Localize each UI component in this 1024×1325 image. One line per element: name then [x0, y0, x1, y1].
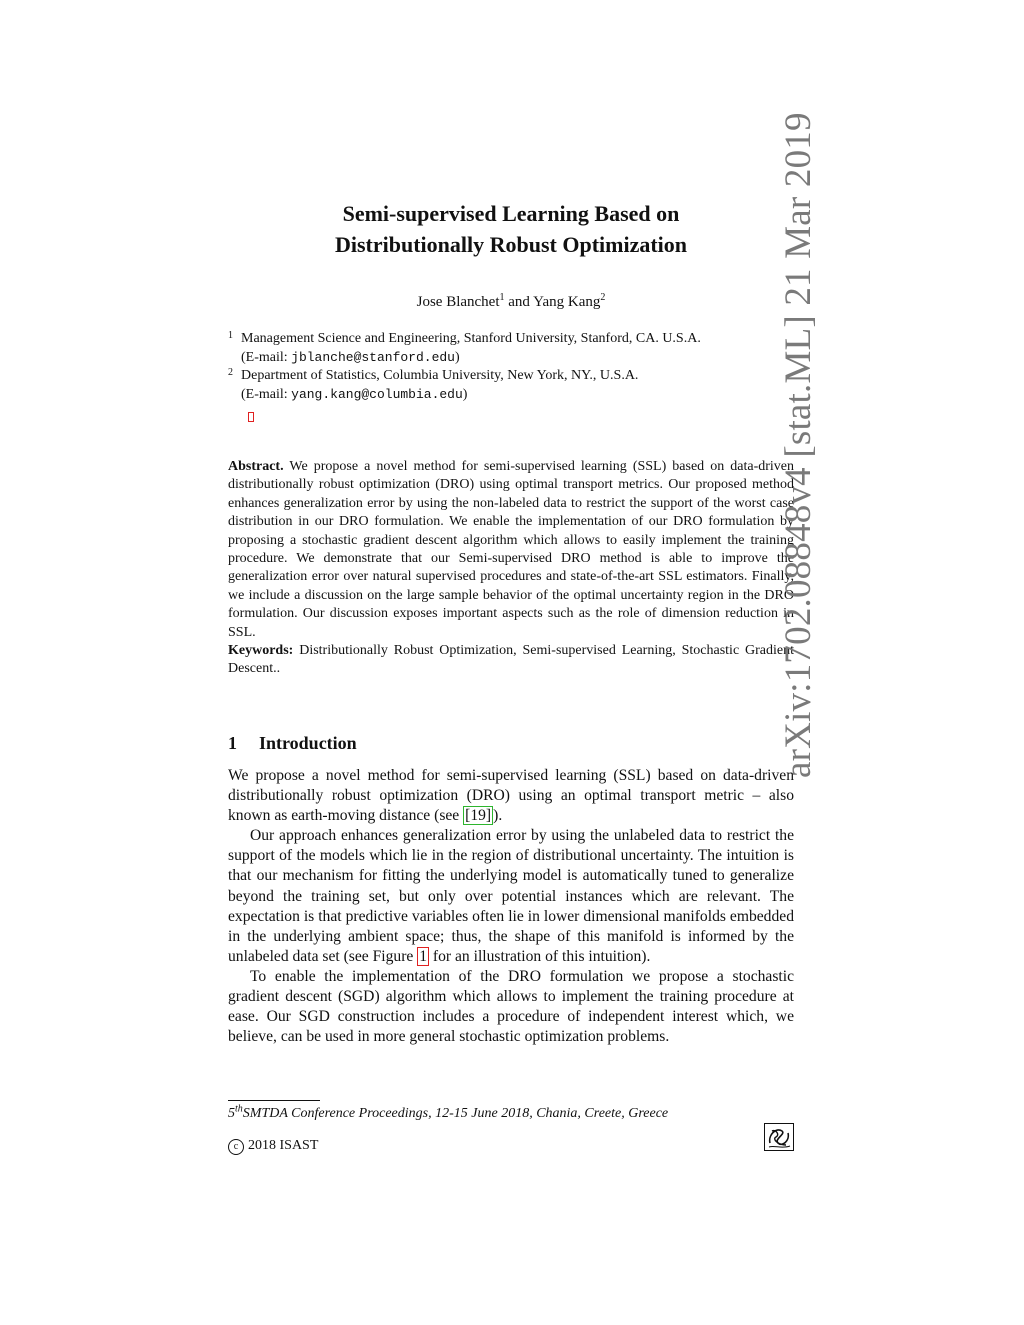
- affiliation-email-line: [241, 386, 794, 405]
- section-heading: [228, 733, 357, 754]
- paragraph-text: We propose a novel method for semi-supervised learning (SSL) based on data-driven distributionally robust optimization (DRO) using an optimal transport metric – also known as earth-moving distance (see: [228, 767, 794, 825]
- footnote-number: 5: [228, 1106, 235, 1121]
- author-affil-marker: 1: [499, 292, 505, 303]
- affiliation-text: Management Science and Engineering, Stanford University, Stanford, CA. U.S.A.: [241, 331, 701, 346]
- affiliation-1: [228, 330, 794, 367]
- author-affil-marker: 2: [600, 292, 606, 303]
- email-suffix: ): [462, 386, 468, 402]
- link-annotation-box[interactable]: [248, 412, 254, 422]
- paragraph: [228, 766, 794, 826]
- figure-reference-link[interactable]: 1: [419, 947, 428, 965]
- email-address[interactable]: yang.kang@columbia.edu: [291, 386, 463, 402]
- abstract: [228, 458, 794, 679]
- footnote-rule: [228, 1100, 320, 1101]
- email-suffix: ): [454, 349, 460, 365]
- affiliations: [228, 330, 794, 404]
- arxiv-stamp: arXiv:1702.08848v4 [stat.ML] 21 Mar 2019: [778, 112, 819, 778]
- abstract-text: We propose a novel method for semi-supervised learning (SSL) based on data-driven distributionally robust optimization (DRO) using optimal transport metrics. Our proposed method enhances generalization error by using the non-labeled data to restrict the support of the worst case distribution in our DRO formulation. We enable the implementation of our DRO formulation by proposing a stochastic gradient descent algorithm which allows to easily implement the training procedure. We demonstrate that our Semi-supervised DRO method is able to improve the generalization error over natural supervised procedures and state-of-the-art SSL estimators. Finally, we include a discussion on the large sample behavior of the optimal uncertainty region in the DRO formulation. Our discussion exposes important aspects such as the role of dimension reduction in SSL.: [228, 459, 795, 640]
- paragraph-text: Our approach enhances generalization error by using the unlabeled data to restrict the support of the models which lie in the region of distributional uncertainty. The intuition is that our mechanism for fitting the underlying model is automatically tuned to generalize beyond the training set, but only over potential instances which are relevant. The expectation is that predictive variables often lie in lower dimensional manifolds embedded in the underlying ambient space; thus, the shape of this manifold is informed by the unlabeled data set (see Figure: [228, 827, 794, 965]
- footnote-text: SMTDA Conference Proceedings, 12-15 June 2018, Chania, Creete, Greece: [242, 1106, 669, 1121]
- paper-title: [228, 198, 794, 260]
- keywords-text: Distributionally Robust Optimization, Semi-supervised Learning, Stochastic Gradient Descent..: [228, 643, 794, 677]
- affiliation-number: 2: [228, 367, 233, 378]
- publisher-logo-icon: [764, 1123, 794, 1151]
- affiliation-number: 1: [228, 330, 233, 341]
- keywords-label: Keywords:: [228, 643, 294, 659]
- section-title: Introduction: [259, 733, 357, 753]
- author-name: Yang Kang: [533, 294, 601, 310]
- paragraph-text: ).: [493, 807, 503, 825]
- body-text: [228, 766, 794, 1047]
- footnote: [228, 1103, 669, 1122]
- paragraph: To enable the implementation of the DRO formulation we propose a stochastic gradient descent (SGD) algorithm which allows to implement the training procedure at ease. Our SGD construction includes a procedure of independent interest which, we believe, can be used in more general stochastic optimization problems.: [228, 967, 794, 1046]
- email-prefix: (E-mail:: [241, 386, 292, 402]
- author-name: Jose Blanchet: [416, 294, 500, 310]
- abstract-label: Abstract.: [228, 459, 284, 474]
- copyright-notice: [228, 1138, 318, 1155]
- email-address[interactable]: jblanche@stanford.edu: [291, 349, 455, 365]
- title-line-1: Semi-supervised Learning Based on: [342, 201, 680, 226]
- author-conjunction: and: [508, 294, 530, 310]
- paragraph-text: for an illustration of this intuition).: [429, 947, 651, 965]
- email-prefix: (E-mail:: [241, 349, 292, 365]
- paragraph: [228, 826, 794, 967]
- title-line-2: Distributionally Robust Optimization: [334, 232, 688, 257]
- section-number: 1: [228, 733, 237, 753]
- affiliation-2: [228, 367, 794, 404]
- affiliation-email-line: [241, 349, 794, 368]
- citation-link[interactable]: [19]: [465, 807, 492, 825]
- affiliation-text: Department of Statistics, Columbia University, New York, NY., U.S.A.: [241, 368, 639, 383]
- footnote-sup: th: [235, 1103, 243, 1115]
- copyright-text: 2018 ISAST: [248, 1138, 319, 1153]
- author-list: [228, 294, 794, 311]
- copyright-icon: c: [228, 1139, 244, 1155]
